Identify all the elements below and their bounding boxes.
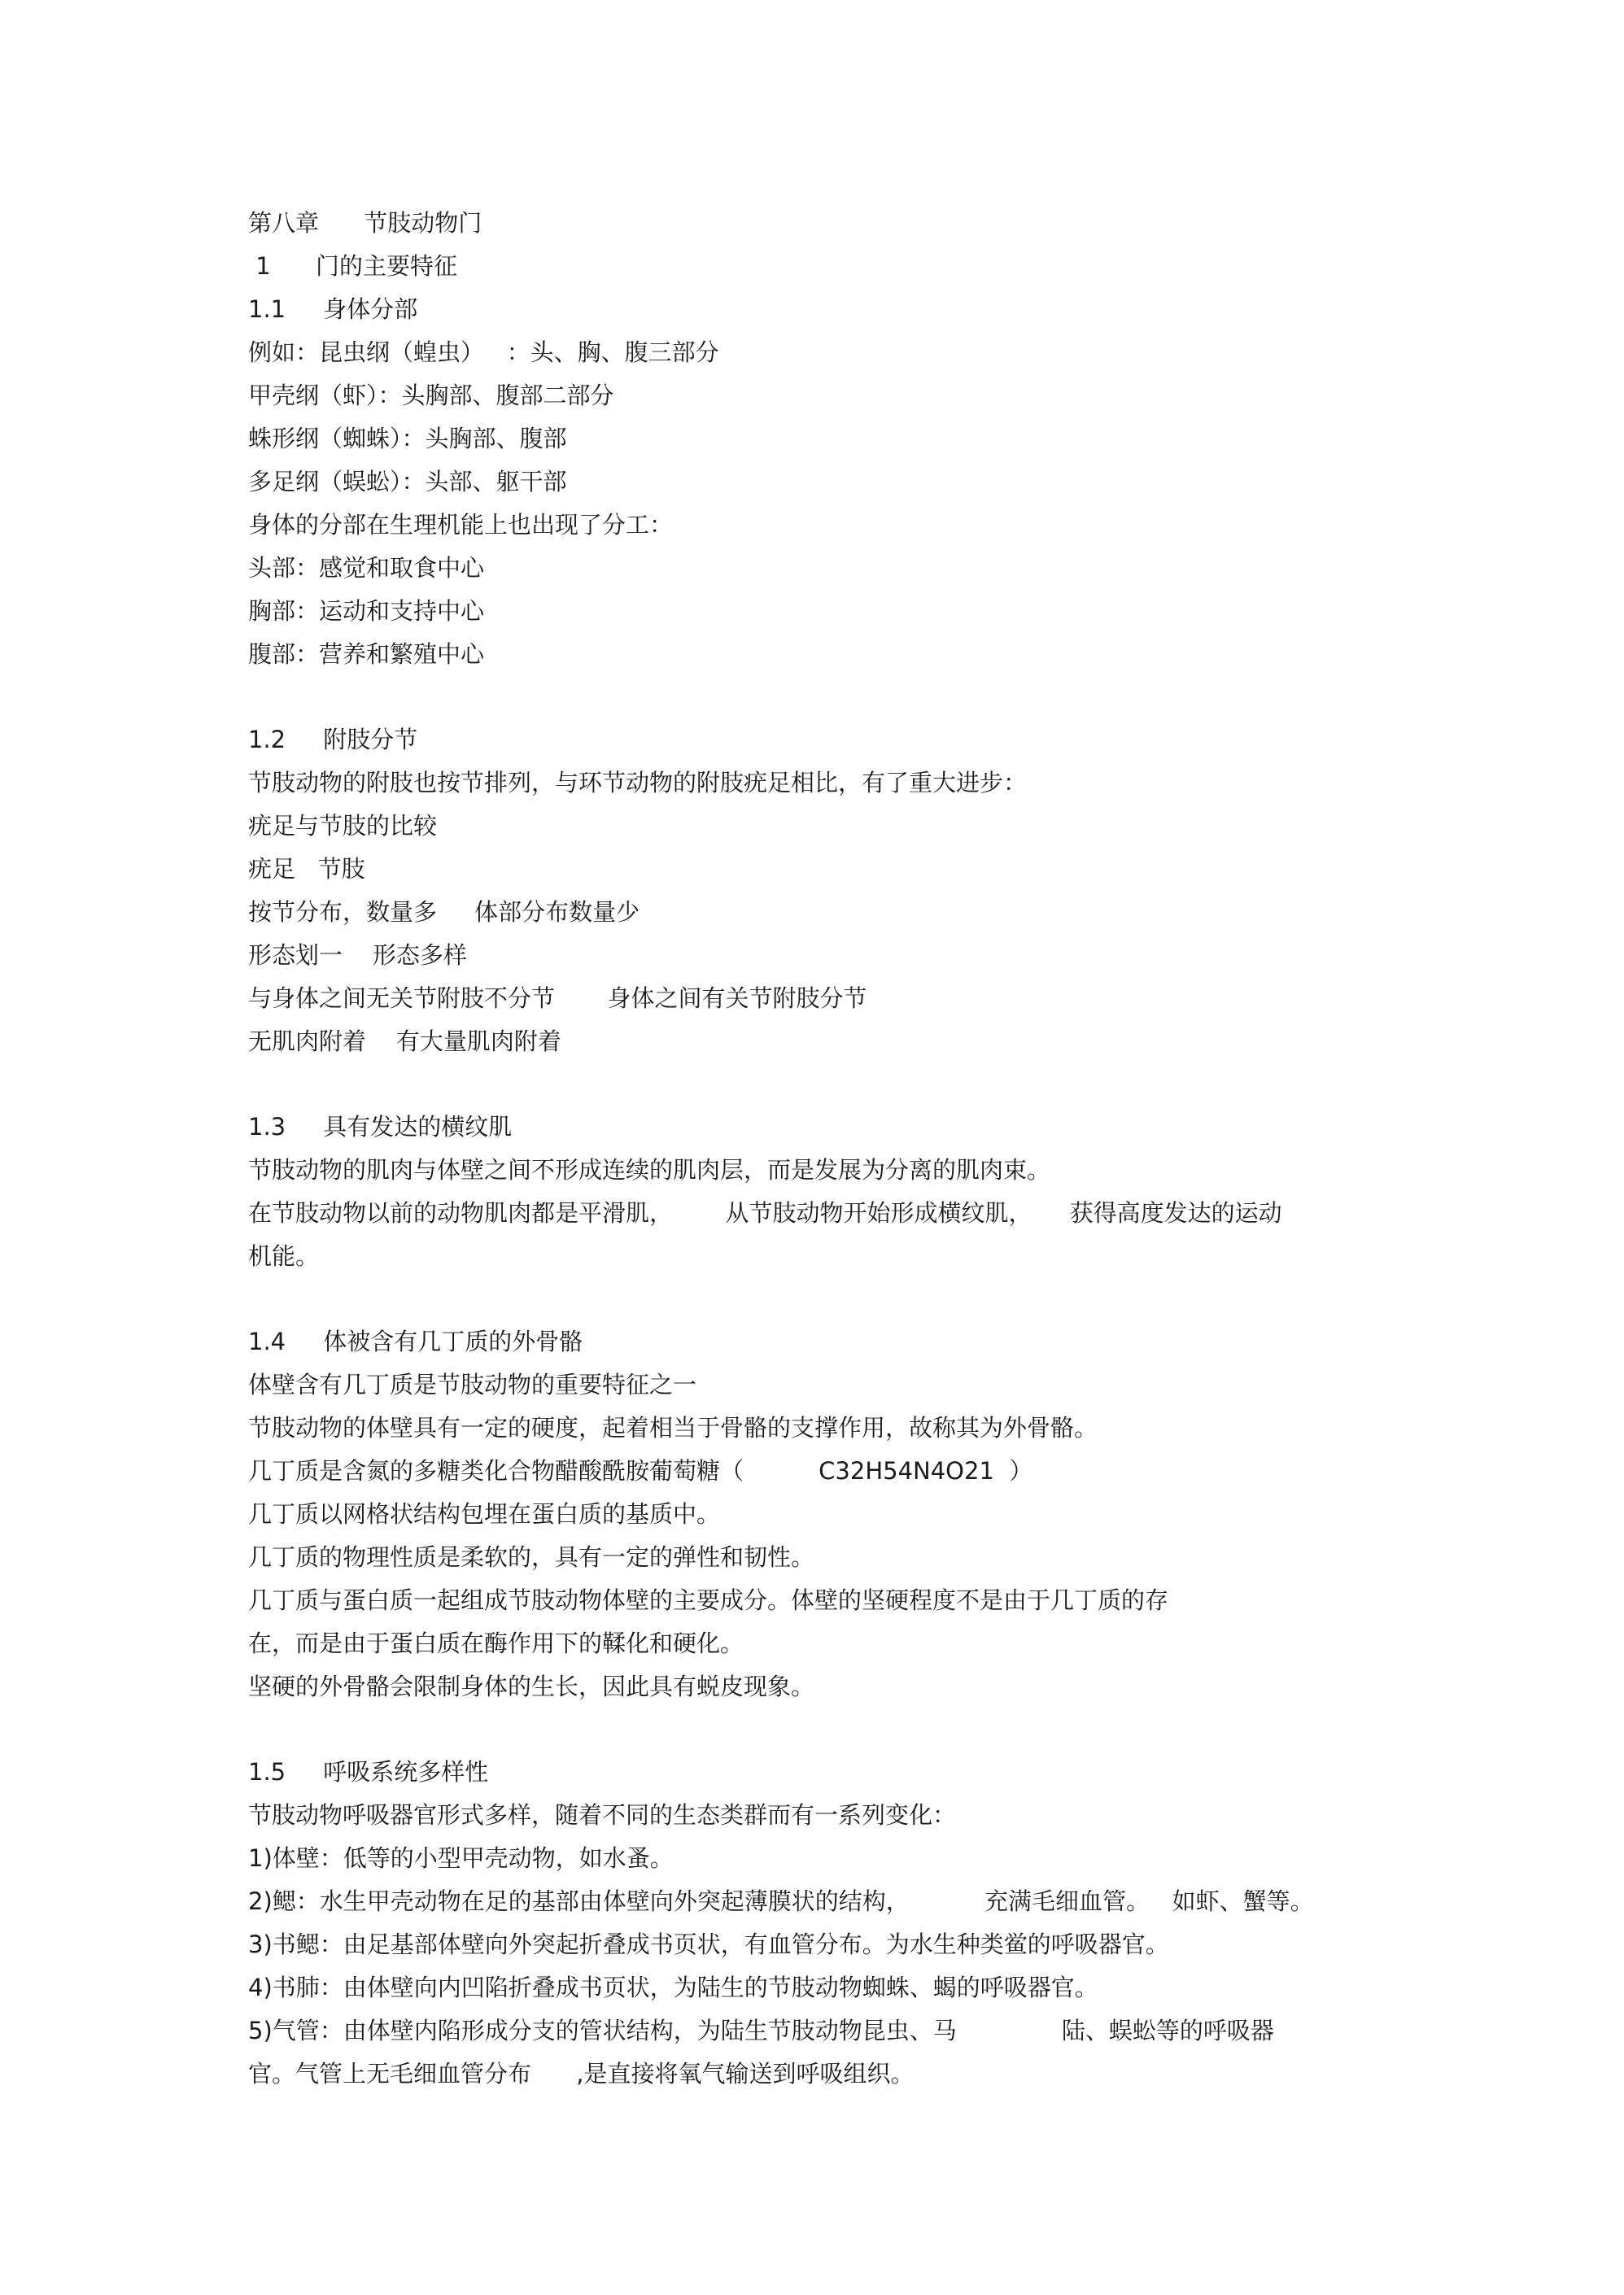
text-line: 蛛形纲（蜘蛛）：头胸部、腹部 — [248, 425, 567, 452]
text-line: 在，而是由于蛋白质在酶作用下的鞣化和硬化。 — [248, 1630, 744, 1657]
text-line: 节肢动物的肌肉与体壁之间不形成连续的肌肉层，而是发展为分离的肌肉束。 — [248, 1156, 1051, 1184]
text-line: 疣足与节肢的比较 — [248, 812, 438, 840]
text-line: 几丁质与蛋白质一起组成节肢动物体壁的主要成分。体壁的坚硬程度不是由于几丁质的存 — [248, 1586, 1169, 1614]
text-line: 形态划一 形态多样 — [248, 941, 467, 969]
text-line: 机能。 — [248, 1242, 320, 1270]
text-line: 4)书肺：由体壁向内凹陷折叠成书页状，为陆生的节肢动物蜘蛛、蝎的呼吸器官。 — [248, 1974, 1098, 2001]
text-line: 2)鳃：水生甲壳动物在足的基部由体壁向外突起薄膜状的结构， 充满毛细血管。 如虾、蟹等。 — [248, 1887, 1314, 1915]
subsection-heading: 1.2 附肢分节 — [248, 726, 418, 753]
text-line: 官。气管上无毛细血管分布 ,是直接将氧气输送到呼吸组织。 — [248, 2060, 915, 2088]
text-line: 几丁质以网格状结构包埋在蛋白质的基质中。 — [248, 1500, 721, 1528]
text-line: 无肌肉附着 有大量肌肉附着 — [248, 1028, 561, 1055]
subsection-heading: 1.3 具有发达的横纹肌 — [248, 1113, 513, 1141]
section-heading: 1 门的主要特征 — [248, 252, 457, 280]
text-line: 在节肢动物以前的动物肌肉都是平滑肌， 从节肢动物开始形成横纹肌， 获得高度发达的运动 — [248, 1199, 1282, 1227]
text-line: 多足纲（蜈蚣）：头部、躯干部 — [248, 468, 567, 495]
subsection-heading: 1.4 体被含有几丁质的外骨骼 — [248, 1328, 583, 1355]
text-line: 体壁含有几丁质是节肢动物的重要特征之一 — [248, 1371, 697, 1398]
text-line: 几丁质是含氮的多糖类化合物醋酸酰胺葡萄糖（ C32H54N4O21 ） — [248, 1457, 1033, 1485]
text-line: 甲壳纲（虾）：头胸部、腹部二部分 — [248, 382, 614, 409]
text-line: 例如：昆虫纲（蝗虫） ：头、胸、腹三部分 — [248, 338, 719, 366]
text-line: 几丁质的物理性质是柔软的，具有一定的弹性和韧性。 — [248, 1543, 815, 1571]
subsection-heading: 1.5 呼吸系统多样性 — [248, 1758, 489, 1786]
text-line: 腹部：营养和繁殖中心 — [248, 640, 485, 668]
text-line: 节肢动物的附肢也按节排列，与环节动物的附肢疣足相比，有了重大进步： — [248, 769, 1028, 796]
text-line: 按节分布，数量多 体部分布数量少 — [248, 898, 640, 926]
text-line: 头部：感觉和取食中心 — [248, 554, 485, 582]
text-line: 5)气管：由体壁内陷形成分支的管状结构，为陆生节肢动物昆虫、马 陆、蜈蚣等的呼吸器 — [248, 2017, 1274, 2044]
text-line: 胸部：运动和支持中心 — [248, 597, 485, 625]
text-line: 1)体壁：低等的小型甲壳动物，如水蚤。 — [248, 1844, 674, 1872]
text-line: 身体的分部在生理机能上也出现了分工： — [248, 511, 674, 539]
chapter-title: 第八章 节肢动物门 — [248, 209, 482, 237]
subsection-heading: 1.1 身体分部 — [248, 295, 418, 323]
text-line: 3)书鳃：由足基部体壁向外突起折叠成书页状，有血管分布。为水生种类鲎的呼吸器官。 — [248, 1931, 1169, 1958]
text-line: 疣足 节肢 — [248, 855, 365, 883]
text-line: 节肢动物呼吸器官形式多样，随着不同的生态类群而有一系列变化： — [248, 1801, 957, 1829]
text-line: 与身体之间无关节附肢不分节 身体之间有关节附肢分节 — [248, 984, 867, 1012]
text-line: 坚硬的外骨骼会限制身体的生长，因此具有蜕皮现象。 — [248, 1673, 815, 1700]
text-line: 节肢动物的体壁具有一定的硬度，起着相当于骨骼的支撑作用，故称其为外骨骼。 — [248, 1414, 1098, 1442]
